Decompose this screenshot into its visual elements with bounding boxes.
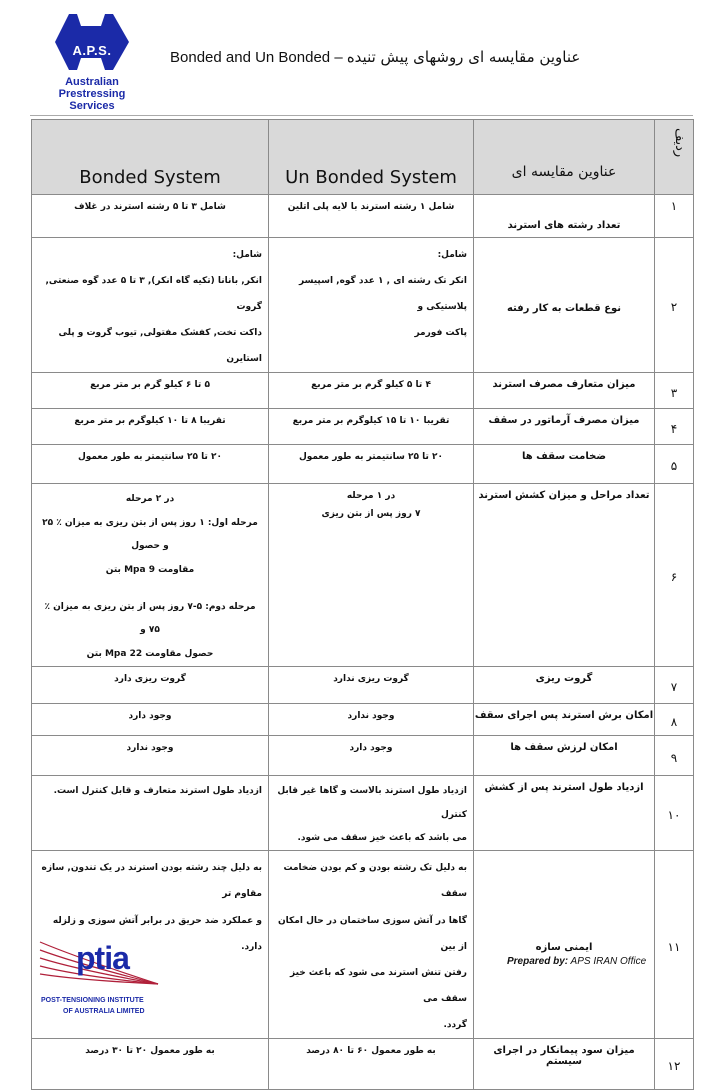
bonded-cell — [32, 373, 269, 409]
cell-line: ۵ تا ۶ کیلو گرم بر متر مربع — [90, 380, 210, 391]
title-persian: عناوین مقایسه ای روشهای پیش تنیده — [346, 48, 581, 66]
cell-line: شامل: — [437, 250, 467, 260]
aps-name-line: Prestressing — [58, 88, 126, 100]
cell-line: ۲۰ تا ۲۵ سانتیمتر به طور معمول — [77, 452, 223, 463]
header-bonded: Bonded System — [32, 120, 269, 195]
comparison-title: تعداد مراحل و میزان کشش استرند — [474, 484, 655, 667]
cell-line: می باشد که باعث خیز سقف می شود. — [297, 832, 467, 843]
aps-name-line: Australian — [65, 76, 119, 88]
unbonded-cell — [269, 409, 474, 445]
unbonded-cell — [269, 238, 474, 373]
ptia-wordmark: ptia — [76, 940, 129, 976]
comparison-title: ضخامت سقف ها — [474, 445, 655, 484]
unbonded-cell — [269, 373, 474, 409]
cell-line: ازدیاد طول استرند بالاست و گاها غیر قابل کنترل — [277, 786, 467, 820]
unbonded-cell — [269, 667, 474, 704]
cell-line: مرحله دوم: ۵-۷ روز پس از بتن ریزی به میزان ٪ ۷۵ و — [44, 602, 256, 636]
aps-name-line: Services — [69, 100, 115, 112]
table-row — [32, 667, 694, 704]
table-row — [32, 776, 694, 851]
table-row — [32, 445, 694, 484]
cell-line: شامل ۱ رشته استرند با لایه پلی اتلین — [287, 202, 455, 212]
comparison-title: امکان برش استرند پس اجرای سقف — [474, 704, 655, 736]
title-english: Bonded and Un Bonded — [170, 49, 331, 66]
row-number: ۱۰ — [655, 776, 694, 851]
comparison-title: تعداد رشته های استرند — [474, 195, 655, 238]
cell-line: ۲۰ تا ۲۵ سانتیمتر به طور معمول — [298, 452, 444, 463]
cell-line: ۴ تا ۵ کیلو گرم بر متر مربع — [311, 380, 431, 391]
table-header-row — [32, 120, 694, 195]
cell-line: تقریبا ۱۰ تا ۱۵ کیلوگرم بر متر مربع — [292, 416, 450, 427]
cell-line: گروت ریزی دارد — [114, 674, 186, 685]
cell-line: به طور معمول ۶۰ تا ۸۰ درصد — [306, 1046, 436, 1057]
unbonded-cell — [269, 736, 474, 776]
unbonded-cell — [269, 445, 474, 484]
table-row — [32, 736, 694, 776]
comparison-title: ازدیاد طول استرند پس از کشش — [474, 776, 655, 851]
row-number: ۵ — [655, 445, 694, 484]
cell-line: انکر تک رشته ای , ۱ عدد گوه, اسپیسر پلاستیکی و — [299, 276, 467, 313]
bonded-cell — [32, 704, 269, 736]
cell-line: انکر, بانانا (تکیه گاه انکر), ۳ تا ۵ عدد گوه صنعتی, گروت — [45, 276, 262, 313]
unbonded-cell — [269, 776, 474, 851]
row-number: ۸ — [655, 704, 694, 736]
aps-company-name — [47, 76, 137, 112]
cell-line: شامل: — [232, 250, 262, 260]
cell-line: داکت تخت, کفشک مفتولی, تیوب گروت و پلی استایرن — [58, 328, 262, 365]
row-number: ۱۲ — [655, 1039, 694, 1090]
comparison-title: گروت ریزی — [474, 667, 655, 704]
cell-line: به دلیل چند رشته بودن استرند در یک تندون, سازه مقاوم تر — [41, 863, 262, 900]
table-row — [32, 238, 694, 373]
unbonded-cell — [269, 851, 474, 1039]
unbonded-cell — [269, 484, 474, 667]
comparison-title: میزان سود پیمانکار در اجرای سیستم — [474, 1039, 655, 1090]
bonded-cell — [32, 445, 269, 484]
cell-line: گروت ریزی ندارد — [333, 674, 409, 685]
ptia-logo — [38, 938, 163, 1020]
table-row — [32, 704, 694, 736]
unbonded-cell — [269, 1039, 474, 1090]
bonded-cell — [32, 195, 269, 238]
aps-group-label: Group — [83, 66, 101, 72]
table-row — [32, 1039, 694, 1090]
header-divider — [30, 115, 693, 116]
header-comparison-title: عناوین مقایسه ای — [474, 120, 655, 195]
bonded-cell — [32, 667, 269, 704]
cell-line: وجود دارد — [349, 743, 393, 754]
cell-line: ازدیاد طول استرند متعارف و قابل کنترل است. — [53, 786, 262, 797]
aps-logo — [47, 10, 137, 110]
cell-line: تقریبا ۸ تا ۱۰ کیلوگرم بر متر مربع — [74, 416, 226, 427]
row-number: ۲ — [655, 238, 694, 373]
ptia-name-line-2: OF AUSTRALIA LIMITED — [63, 1008, 145, 1015]
comparison-title: نوع قطعات به کار رفته — [474, 238, 655, 373]
row-number: ۳ — [655, 373, 694, 409]
cell-line: وجود ندارد — [126, 743, 174, 754]
header-unbonded: Un Bonded System — [269, 120, 474, 195]
cell-line: رفتن تنش استرند می شود که باعث خیز سقف می — [289, 967, 467, 1004]
cell-line: وجود دارد — [128, 711, 172, 722]
cell-line: پاکت فورمر — [414, 328, 467, 339]
row-number: ۶ — [655, 484, 694, 667]
row-number: ۱۱ — [655, 851, 694, 1039]
bonded-cell — [32, 776, 269, 851]
cell-line: مرحله اول: ۱ روز پس از بتن ریزی به میزان ٪ ۲۵ و حصول — [42, 517, 258, 552]
bonded-cell — [32, 1039, 269, 1090]
cell-line: حصول مقاومت 22 Mpa بتن — [86, 648, 214, 659]
cell-line: در ۱ مرحله — [346, 491, 396, 502]
comparison-title: ایمنی سازه — [474, 851, 655, 1039]
bonded-cell — [32, 484, 269, 667]
document-title — [170, 48, 650, 66]
row-number: ۱ — [655, 195, 694, 238]
ptia-name-line-1: POST-TENSIONING INSTITUTE — [41, 997, 144, 1004]
bonded-cell — [32, 736, 269, 776]
bonded-cell — [32, 409, 269, 445]
cell-line: ۷ روز پس از بتن ریزی — [321, 508, 421, 519]
row-number: ۴ — [655, 409, 694, 445]
comparison-title: امکان لرزش سقف ها — [474, 736, 655, 776]
aps-initials: A.P.S. — [72, 43, 112, 58]
unbonded-cell — [269, 704, 474, 736]
cell-line: گردد. — [443, 1019, 467, 1030]
table-row — [32, 373, 694, 409]
cell-line — [38, 582, 262, 596]
cell-line: و عملکرد ضد حریق در برابر آتش سوزی و زلزله دارد. — [52, 915, 262, 952]
prepared-by-label: Prepared by: — [507, 956, 569, 967]
cell-line: شامل ۳ تا ۵ رشته استرند در غلاف — [74, 202, 226, 212]
bonded-cell — [32, 238, 269, 373]
table-row — [32, 409, 694, 445]
cell-line: گاها در آتش سوزی ساختمان در حال امکان از بین — [278, 915, 467, 952]
cell-line: وجود ندارد — [347, 711, 395, 722]
comparison-title: میزان متعارف مصرف استرند — [474, 373, 655, 409]
cell-line: در ۲ مرحله — [125, 494, 175, 505]
table-row — [32, 484, 694, 667]
cell-line: مقاومت 9 Mpa بتن — [105, 564, 195, 575]
header-row-number: ردیف — [655, 120, 694, 195]
cell-line: به دلیل تک رشته بودن و کم بودن ضخامت سقف — [283, 863, 467, 900]
title-separator: – — [334, 49, 343, 66]
prepared-by-value: APS IRAN Office — [568, 956, 647, 967]
prepared-by — [507, 956, 646, 967]
table-row — [32, 195, 694, 238]
row-number: ۹ — [655, 736, 694, 776]
unbonded-cell — [269, 195, 474, 238]
cell-line: به طور معمول ۲۰ تا ۳۰ درصد — [85, 1046, 215, 1057]
row-number: ۷ — [655, 667, 694, 704]
comparison-title: میزان مصرف آرماتور در سقف — [474, 409, 655, 445]
